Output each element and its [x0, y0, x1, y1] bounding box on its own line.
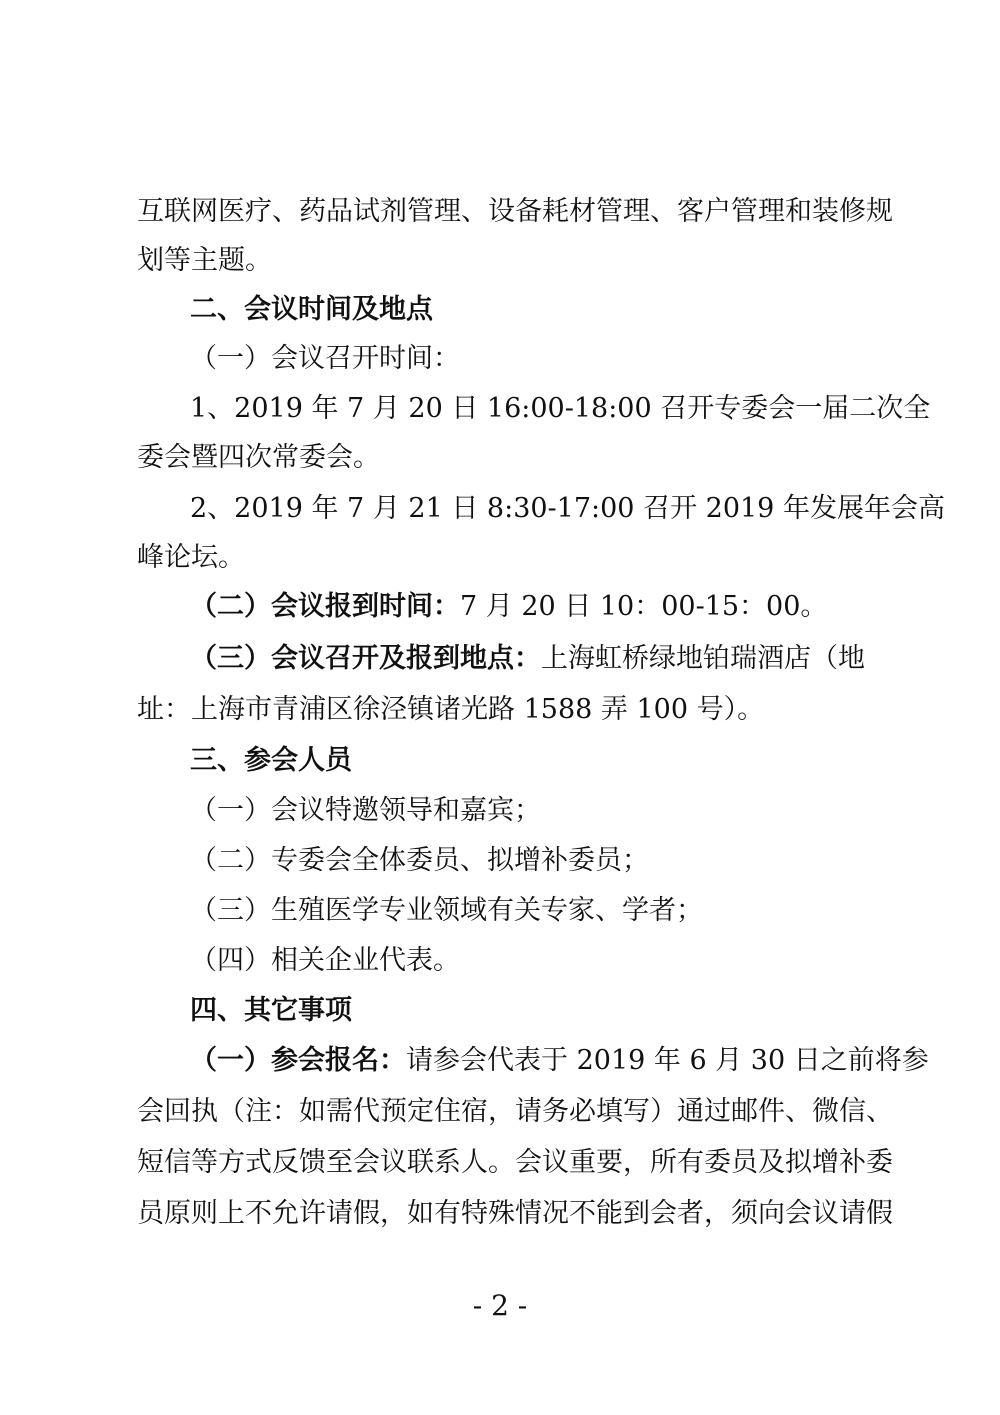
- paragraph-line: [0, 433, 1000, 483]
- paragraph-line: [0, 1189, 1000, 1239]
- section-heading-text: 三、参会人员: [190, 745, 352, 776]
- text-line: （一）会议特邀领导和嘉宾；: [190, 795, 541, 826]
- section-heading: [0, 285, 1000, 335]
- section-heading: [0, 986, 1000, 1036]
- text-line: （三）生殖医学专业领域有关专家、学者；: [190, 895, 703, 926]
- paragraph-line: [0, 236, 1000, 286]
- paragraph-line: [0, 187, 1000, 237]
- paragraph-line: [0, 384, 1000, 434]
- text-line: 峰论坛。: [137, 542, 245, 573]
- bold-label: （三）会议召开及报到地点：: [190, 643, 541, 674]
- list-item: [0, 786, 1000, 836]
- subsection-heading: [0, 334, 1000, 384]
- text-line: 上海虹桥绿地铂瑞酒店（地: [541, 643, 865, 674]
- paragraph-line: [0, 634, 1000, 684]
- text-line: 员原则上不允许请假，如有特殊情况不能到会者，须向会议请假: [137, 1198, 893, 1229]
- text-line: 请参会代表于 2019 年 6 月 30 日之前将参: [406, 1045, 929, 1076]
- text-line: 址：上海市青浦区徐泾镇诸光路 1588 弄 100 号）。: [137, 694, 765, 725]
- text-line: 委会暨四次常委会。: [137, 442, 380, 473]
- text-line: 7 月 20 日 10：00-15：00。: [460, 591, 828, 622]
- paragraph-line: [0, 1087, 1000, 1137]
- text-line: 2、2019 年 7 月 21 日 8:30-17:00 召开 2019 年发展年会高: [190, 493, 945, 524]
- paragraph-line: [0, 582, 1000, 632]
- list-item: [0, 886, 1000, 936]
- paragraph-line: [0, 533, 1000, 583]
- paragraph-line: [0, 1138, 1000, 1188]
- bold-label: （一）参会报名：: [190, 1045, 406, 1076]
- text-line: （一）会议召开时间：: [190, 343, 460, 374]
- section-heading-text: 二、会议时间及地点: [190, 294, 433, 325]
- list-item: [0, 936, 1000, 986]
- paragraph-line: [0, 685, 1000, 735]
- text-line: 互联网医疗、药品试剂管理、设备耗材管理、客户管理和装修规: [137, 196, 893, 227]
- paragraph-line: [0, 484, 1000, 534]
- list-item: [0, 836, 1000, 886]
- page-number: - 2 -: [472, 1289, 528, 1322]
- text-line: 会回执（注：如需代预定住宿，请务必填写）通过邮件、微信、: [137, 1096, 893, 1127]
- text-line: 划等主题。: [137, 245, 272, 276]
- text-line: （二）专委会全体委员、拟增补委员；: [190, 845, 649, 876]
- text-line: 1、2019 年 7 月 20 日 16:00-18:00 召开专委会一届二次全: [190, 393, 931, 424]
- section-heading: [0, 736, 1000, 786]
- text-line: （四）相关企业代表。: [190, 945, 460, 976]
- bold-label: （二）会议报到时间：: [190, 591, 460, 622]
- paragraph-line: [0, 1036, 1000, 1086]
- text-line: 短信等方式反馈至会议联系人。会议重要，所有委员及拟增补委: [137, 1147, 893, 1178]
- section-heading-text: 四、其它事项: [190, 995, 352, 1026]
